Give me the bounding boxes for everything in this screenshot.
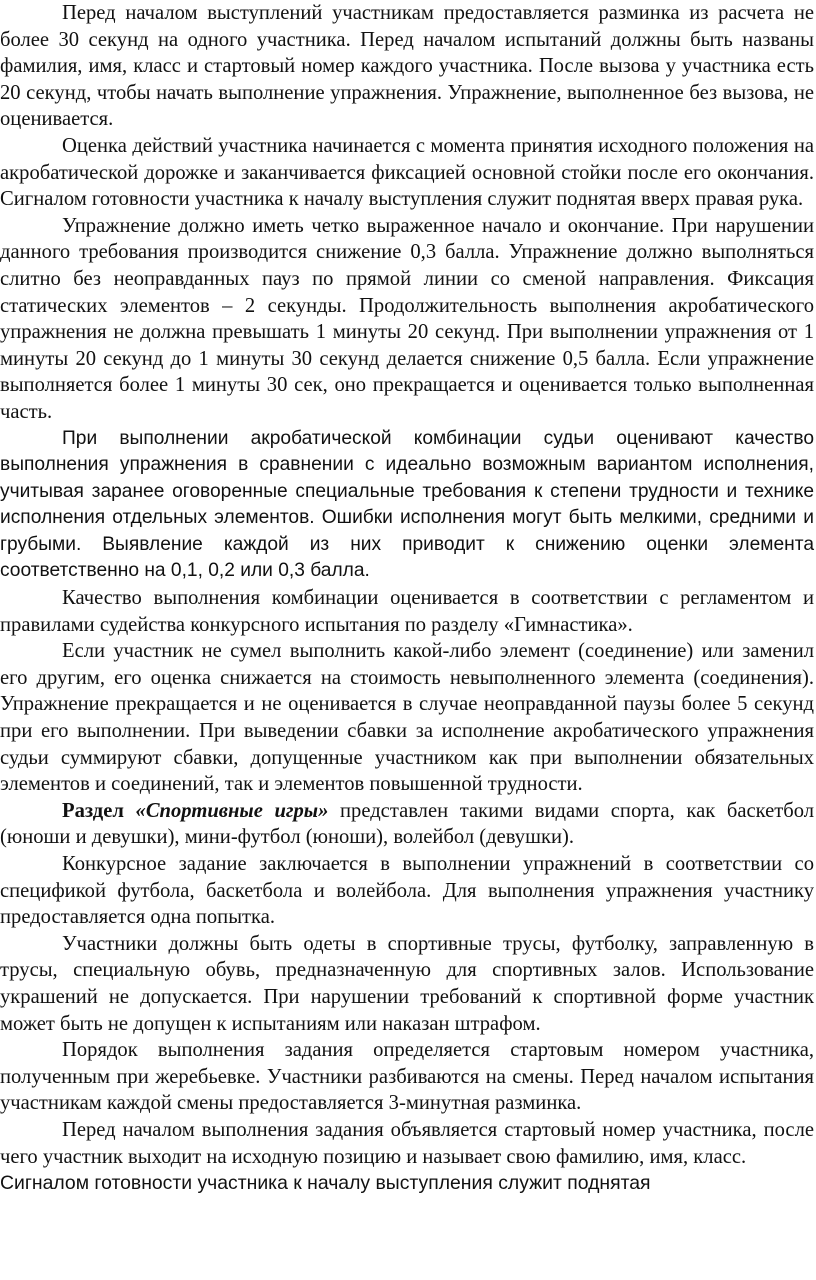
paragraph-exercise-requirements: Упражнение должно иметь четко выраженное начало и окончание. При нарушении данного требования производится снижение 0,3 балла. Упражнение должно выполняться слитно без неоправданных пауз по прямой линии со сменой направления. Фиксация статических элементов – 2 секунды. Продолжительность выполнения акробатического упражнения не должна превышать 1 минуты 20 секунд. При выполнении упражнения от 1 минуты 20 секунд до 1 минуты 30 секунд делается снижение 0,5 балла. Если упражнение выполняется более 1 минуты 30 сек, оно прекращается и оценивается только выполненная часть. <box>0 214 814 423</box>
final-line: Сигналом готовности участника к началу выступления служит поднятая <box>0 1172 651 1195</box>
paragraph-warmup: Перед началом выступлений участникам предоставляется разминка из расчета не более 30 секунд на одного участника. Перед началом испытаний должны быть названы фамилия, имя, класс и стартовый номер каждого участника. После вызова у участника есть 20 секунд, чтобы начать выполнение упражнения. Упражнение, выполненное без вызова, не оценивается. <box>0 2 814 131</box>
section-description: представлен такими видами спорта, как баскетбол (юноши и девушки), мини-футбол (юноши), волейбол (девушки). <box>0 799 815 849</box>
paragraph-judging-quality: При выполнении акробатической комбинации судьи оценивают качество выполнения упражнения в сравнении с идеально возможным вариантом исполнения, учитывая заранее оговоренные специальные требования к степени трудности и технике исполнения отдельных элементов. Ошибки исполнения могут быть мелкими, средними и грубыми. Выявление каждой из них приводит к снижению оценки элемента соответственно на 0,1, 0,2 или 0,3 балла. <box>0 427 814 582</box>
paragraph-evaluation-start: Оценка действий участника начинается с момента принятия исходного положения на акробатической дорожке и заканчивается фиксацией основной стойки после его окончания. Сигналом готовности участника к началу выступления служит поднятая вверх правая рука. <box>0 134 814 211</box>
paragraph-sport-uniform: Участники должны быть одеты в спортивные трусы, футболку, заправленную в трусы, специальную обувь, предназначенную для спортивных залов. Использование украшений не допускается. При нарушении требований к спортивной форме участник может быть не допущен к испытаниям или наказан штрафом. <box>0 932 814 1035</box>
paragraph-order: Порядок выполнения задания определяется стартовым номером участника, полученным при жеребьевке. Участники разбиваются на смены. Перед началом испытания участникам каждой смены предоставляется 3-минутная разминка. <box>0 1039 814 1115</box>
paragraph-start-number: Перед началом выполнения задания объявляется стартовый номер участника, после чего участник выходит на исходную позицию и называет свою фамилию, имя, класс. <box>0 1118 814 1168</box>
section-name: «Спортивные игры» <box>135 799 329 822</box>
paragraph-section-sport-games <box>0 798 816 851</box>
section-label: Раздел <box>62 799 124 822</box>
paragraph-contest-task: Конкурсное задание заключается в выполнении упражнений в соответствии со спецификой футбола, баскетбола и волейбола. Для выполнения упражнения участнику предоставляется одна попытка. <box>0 853 814 929</box>
paragraph-quality-regulations: Качество выполнения комбинации оценивается в соответствии с регламентом и правилами судейства конкурсного испытания по разделу «Гимнастика». <box>0 587 814 636</box>
paragraph-missed-element: Если участник не сумел выполнить какой-либо элемент (соединение) или заменил его другим, его оценка снижается на стоимость невыполненного элемента (соединения). Упражнение прекращается и не оценивается в случае неоправданной паузы более 5 секунд при его выполнении. При выведении сбавки за исполнение акробатического упражнения судьи суммируют сбавки, допущенные участником как при выполнении обязательных элементов и соединений, так и элементов повышенной трудности. <box>0 640 814 796</box>
